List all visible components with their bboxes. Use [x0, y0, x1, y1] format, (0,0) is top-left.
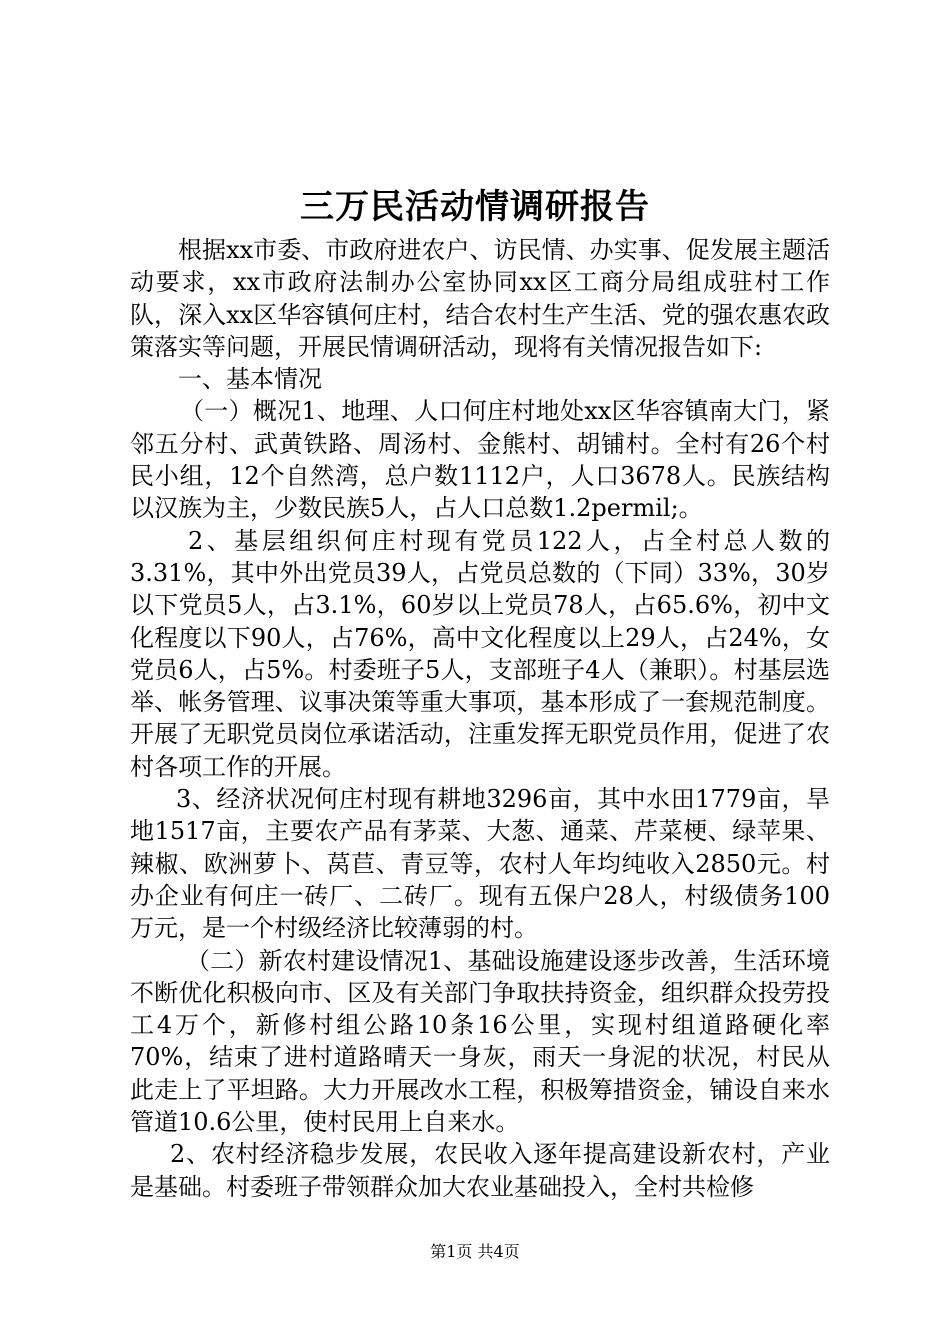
- paragraph-new-rural-construction: （二）新农村建设情况1、基础设施建设逐步改善，生活环境不断优化积极向市、区及有关部门争取扶持资金，组织群众投劳投工4万个，新修村组公路10条16公里，实现村组道路硬化率70%，结束了进村道路晴天一身灰，雨天一身泥的状况，村民从此走上了平坦路。大力开展改水工程，积极筹措资金，铺设自来水管道10.6公里，使村民用上自来水。: [130, 946, 830, 1137]
- page-footer: 第1页 共4页: [430, 1242, 520, 1261]
- paragraph-economic-status: 3、经济状况何庄村现有耕地3296亩，其中水田1779亩，旱地1517亩，主要农产品有茅菜、大葱、通菜、芹菜梗、绿苹果、辣椒、欧洲萝卜、莴苣、青豆等，农村人年均纯收入2850元。村办企业有何庄一砖厂、二砖厂。现有五保户28人，村级债务100万元，是一个村级经济比较薄弱的村。: [130, 785, 830, 943]
- section-heading-basic-situation: 一、基本情况: [178, 365, 322, 394]
- paragraph-grassroots-organization: 2、基层组织何庄村现有党员122人，占全村总人数的3.31%，其中外出党员39人，占党员总数的（下同）33%，30岁以下党员5人，占3.1%，60岁以上党员78人，占65.6%，初中文化程度以下90人，占76%，高中文化程度以上29人，占24%，女党员6人，占5%。村委班子5人，支部班子4人（兼职）。村基层选举、帐务管理、议事决策等重大事项，基本形成了一套规范制度。开展了无职党员岗位承诺活动，注重发挥无职党员作用，促进了农村各项工作的开展。: [130, 526, 830, 781]
- paragraph-intro: 根据xx市委、市政府进农户、访民情、办实事、促发展主题活动要求，xx市政府法制办公室协同xx区工商分局组成驻村工作队，深入xx区华容镇何庄村，结合农村生产生活、党的强农惠农政策落实等问题，开展民情调研活动，现将有关情况报告如下:: [130, 236, 830, 361]
- document-body: [130, 234, 830, 1203]
- paragraph-rural-economy: 2、农村经济稳步发展，农民收入逐年提高建设新农村，产业是基础。村委班子带领群众加大农业基础投入，全村共检修: [130, 1140, 830, 1201]
- document-title: 三万民活动情调研报告: [300, 187, 650, 227]
- paragraph-overview: （一）概况1、地理、人口何庄村地处xx区华容镇南大门，紧邻五分村、武黄铁路、周汤村、金熊村、胡铺村。全村有26个村民小组，12个自然湾，总户数1112户，人口3678人。民族结构以汉族为主，少数民族5人，占人口总数1.2permil;。: [130, 397, 830, 523]
